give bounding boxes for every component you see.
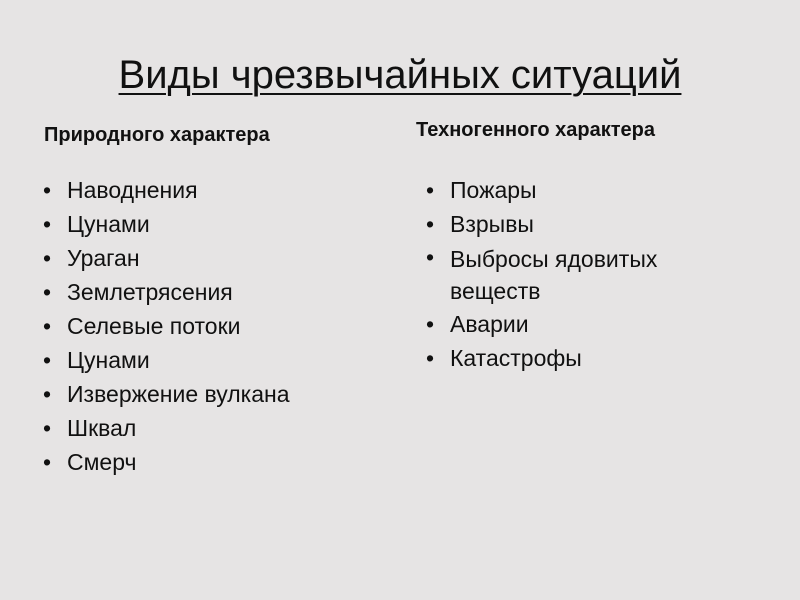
list-item: • Ураган [43,241,373,275]
list-item: • Шквал [43,411,373,445]
list-item: • Землетрясения [43,275,373,309]
list-item: • Взрывы [426,207,726,241]
list-item: • Смерч [43,445,373,479]
list-item: • Пожары [426,173,726,207]
natural-list [43,173,373,479]
slide-title: Виды чрезвычайных ситуаций [118,53,682,97]
list-item: • Селевые потоки [43,309,373,343]
technogenic-heading: Техногенного характера [416,119,656,141]
list-item: • Цунами [43,207,373,241]
list-item: • Выбросы ядовитых веществ [426,241,726,307]
list-item: • Катастрофы [426,341,726,375]
natural-heading: Природного характера [44,124,270,146]
technogenic-list [426,173,726,375]
list-item: • Наводнения [43,173,373,207]
list-item: • Аварии [426,307,726,341]
list-item: • Цунами [43,343,373,377]
list-item: • Извержение вулкана [43,377,373,411]
